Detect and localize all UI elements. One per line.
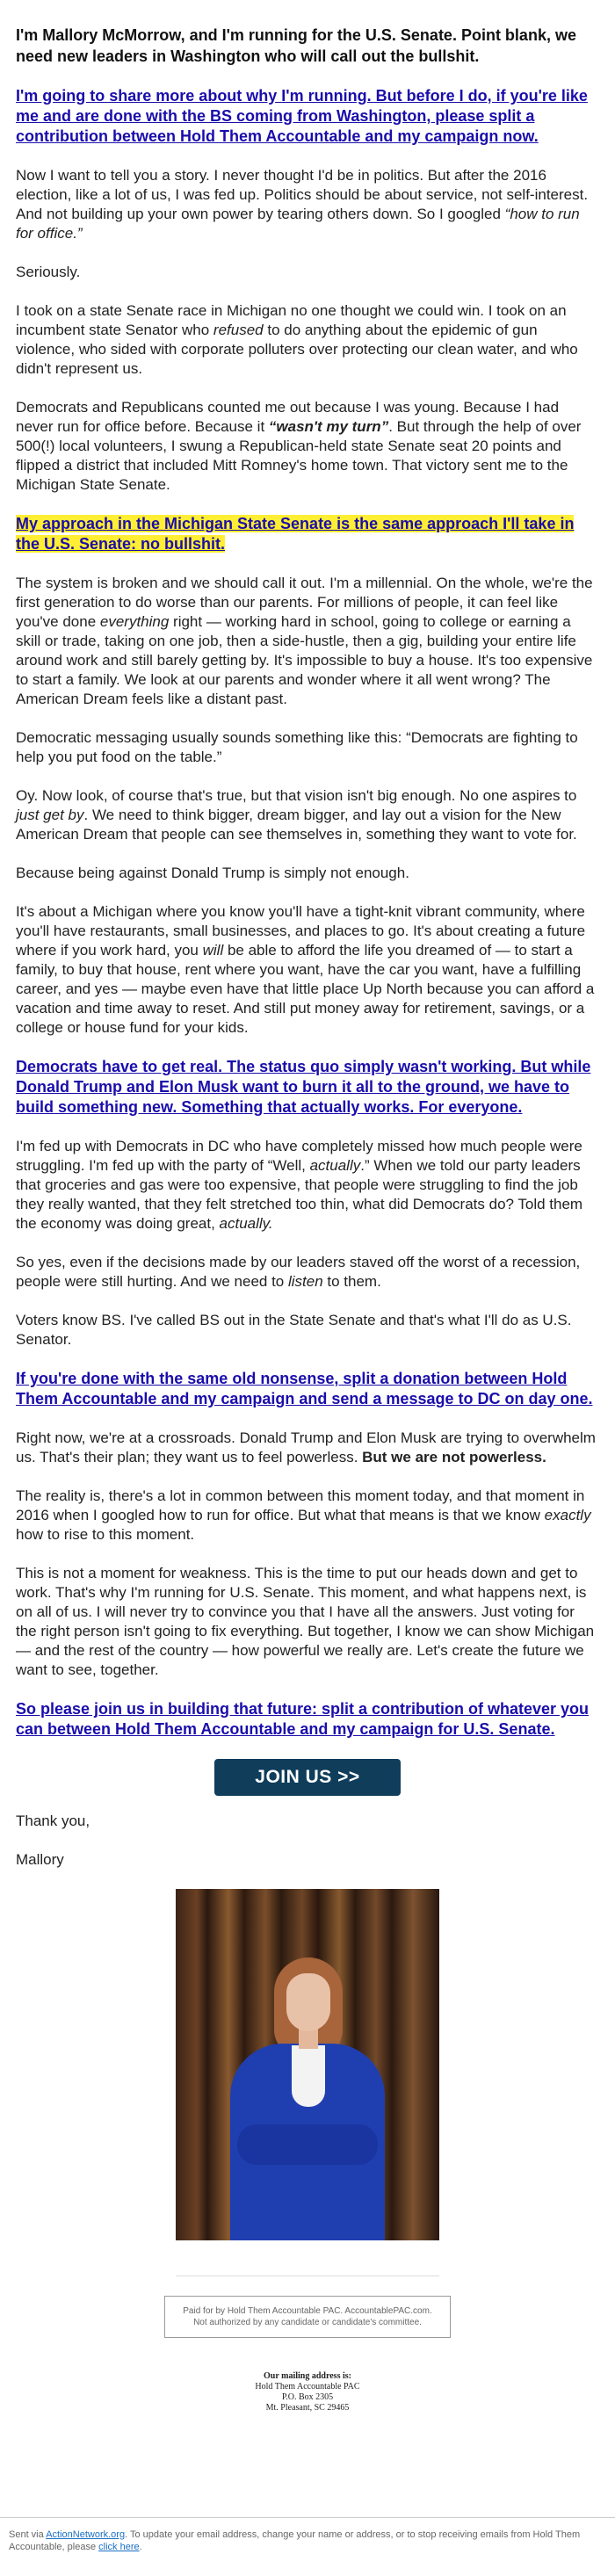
join-us-button[interactable]: JOIN US >> (214, 1759, 400, 1796)
emphasis-text: everything (99, 613, 170, 630)
emphasis-text: just get by (16, 807, 84, 823)
paragraph-counted-out: Democrats and Republicans counted me out because I was young. Because I had never run for office before. Because it “wasn't my turn”. But through the help of over 500(!) local volunteers, I swung a Republican-held state Senate seat 20 points and flipped a district that included Mitt Romney's home town. That victory sent me to the Michigan State Senate. (16, 399, 582, 493)
donate-link-build-future[interactable]: So please join us in building that future: split a contribution of whatever you can between Hold Them Accountable and my campaign for U.S. Senate. (16, 1700, 590, 1738)
mailing-address (16, 2371, 599, 2413)
email-body (16, 25, 599, 2413)
photo-crossed-arms (237, 2124, 378, 2165)
emphasis-text: “how to run for office.” (16, 206, 580, 242)
paragraph-listen: So yes, even if the decisions made by our leaders staved off the worst of a recession, people were still hurting. And we need to listen to them. (16, 1254, 581, 1290)
photo-shirt (292, 2045, 325, 2107)
emphasis-text: listen (287, 1273, 323, 1290)
emphasis-text: exactly (544, 1507, 591, 1523)
donate-link-get-real[interactable]: Democrats have to get real. The status quo simply wasn't working. But while Donald Trump and Elon Musk want to burn it all to the ground, we have to build something new. Something that actually works. For everyone. (16, 1058, 591, 1116)
photo-face (286, 1973, 330, 2031)
mailing-address-line3: Mt. Pleasant, SC 29465 (265, 2403, 350, 2413)
emphasis-text: “wasn't my turn” (268, 418, 389, 435)
unsubscribe-link[interactable]: click here (98, 2542, 140, 2552)
candidate-photo (176, 1889, 439, 2240)
bold-text: But we are not powerless. (362, 1449, 546, 1465)
mailing-address-label: Our mailing address is: (264, 2371, 351, 2381)
donate-link-message-dc[interactable]: If you're done with the same old nonsense, split a donation between Hold Them Accountable and my campaign and send a message to DC on day one. (16, 1370, 593, 1407)
cta-row (16, 1759, 599, 1796)
paragraph-michigan-vision: It's about a Michigan where you know you'll have a tight-knit vibrant community, where you'll have restaurants, small businesses, and places to go. It's about creating a future where if you work hard, you will be able to afford the life you dreamed of — to start a family, to buy that house, rent where you want, have the car you want, have a fulfilling career, and yes — maybe even have that little place Up North because you can afford a vacation and time away to reset. And still put money away for retirement, savings, or a college or house fund for your kids. (16, 903, 595, 1036)
emphasis-text: refused (213, 322, 264, 338)
emphasis-text: actually. (219, 1215, 273, 1232)
paragraph-crossroads: Right now, we're at a crossroads. Donald Trump and Elon Musk are trying to overwhelm us. That's their plan; they want us to feel powerless. But we are not powerless. (16, 1429, 596, 1465)
mailing-address-line1: Hold Them Accountable PAC (255, 2382, 360, 2391)
paid-for-disclaimer: Paid for by Hold Them Accountable PAC. AccountablePAC.com. Not authorized by any candidate or candidate's committee. (164, 2296, 451, 2338)
paragraph-voters-know: Voters know BS. I've called BS out in the State Senate and that's what I'll do as U.S. Senator. (16, 1312, 572, 1348)
highlight-block (16, 514, 599, 554)
emphasis-text: actually (309, 1157, 361, 1174)
paragraph-reality: The reality is, there's a lot in common between this moment today, and that moment in 2016 when I googled how to run for office. But what that means is that we know exactly how to rise to this moment. (16, 1487, 591, 1543)
paragraph-vision: Oy. Now look, of course that's true, but that vision isn't big enough. No one aspires to just get by. We need to think bigger, dream bigger, and lay out a vision for the New American Dream that people can see themselves in, something they want to vote for. (16, 787, 577, 843)
paragraph-not-weakness: This is not a moment for weakness. This is the time to put our heads down and get to work. That's why I'm running for U.S. Senate. This moment, and what happens next, is on all of us. I will never try to convince you that I have all the answers. Just voting for the right person isn't going to fix everything. But together, I know we can show Michigan — and the rest of the country — how powerful we really are. Let's create the future we want to see, together. (16, 1565, 595, 1678)
donate-link-intro[interactable]: I'm going to share more about why I'm running. But before I do, if you're like me and are done with the BS coming from Washington, please split a contribution between Hold Them Accountable and my campaign now. (16, 87, 588, 145)
mailing-address-line2: P.O. Box 2305 (281, 2392, 334, 2402)
thank-you-text: Thank you, (16, 1813, 90, 1829)
paragraph-fed-up: I'm fed up with Democrats in DC who have completely missed how much people were struggling. I'm fed up with the party of “Well, actually.” When we told our party leaders that groceries and gas were too expensive, that people were struggling to find the job they really wanted, that they felt stretched too thin, what did Democrats do? Told them the economy was doing great, actually. (16, 1138, 583, 1232)
paragraph-seriously: Seriously. (16, 264, 81, 280)
emphasis-text: will (202, 942, 224, 959)
actionnetwork-link[interactable]: ActionNetwork.org (46, 2529, 126, 2540)
signature-text: Mallory (16, 1851, 64, 1868)
paragraph-state-senate-race: I took on a state Senate race in Michigan no one thought we could win. I took on an incumbent state Senator who refused to do anything about the epidemic of gun violence, who sided with corporate polluters over protecting our clean water, and who didn't represent us. (16, 302, 578, 377)
paragraph-democratic-messaging: Democratic messaging usually sounds something like this: “Democrats are fighting to help you put food on the table.” (16, 729, 578, 765)
paragraph-story: Now I want to tell you a story. I never thought I'd be in politics. But after the 2016 election, like a lot of us, I was fed up. Politics should be about service, not self-interest. And not building up your own power by tearing others down. So I googled “how to run for office.” (16, 167, 589, 242)
paragraph-system-broken: The system is broken and we should call it out. I'm a millennial. On the whole, we're the first generation to do worse than our parents. For millions of people, it can feel like you've done everything right — working hard in school, going to college or earning a skill or trade, taking on one job, then a side-hustle, then a gig, building your entire life around work and still barely getting by. It's impossible to buy a house. It's too expensive to start a family. We look at our parents and wonder where it all went wrong? The American Dream feels like a distant past. (16, 575, 593, 707)
paragraph-not-enough: Because being against Donald Trump is simply not enough. (16, 865, 409, 881)
highlighted-approach-link[interactable]: My approach in the Michigan State Senate is the same approach I'll take in the U.S. Senate: no bullshit. (16, 515, 575, 553)
email-footer: Sent via ActionNetwork.org. To update your email address, change your name or address, or to stop receiving emails from Hold Them Accountable, please click here. (0, 2517, 615, 2553)
headline: I'm Mallory McMorrow, and I'm running for the U.S. Senate. Point blank, we need new leaders in Washington who will call out the bullshit. (16, 26, 576, 65)
